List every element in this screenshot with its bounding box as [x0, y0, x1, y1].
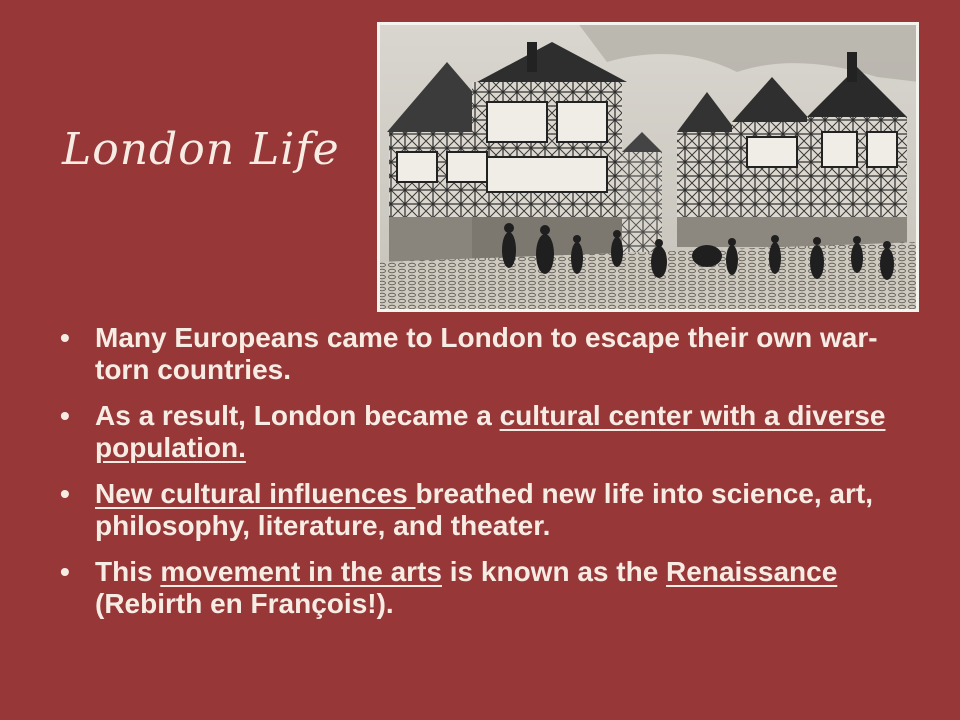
bullet-item	[60, 556, 920, 620]
bullet-text: Many Europeans came to London to escape their own war-torn countries.	[95, 322, 878, 385]
bullet-list	[60, 322, 920, 634]
bullet-text: is known as the	[441, 556, 667, 587]
bullet-text: This	[95, 556, 161, 587]
bullet-dot-icon: •	[60, 322, 70, 353]
street-engraving-image	[377, 22, 919, 312]
underlined-text: cultural center with a diverse population.	[95, 400, 886, 463]
bullet-text: breathed new life into science, art, philosophy, literature, and theater.	[95, 478, 873, 541]
slide-title: London Life	[62, 124, 340, 175]
underlined-text: New cultural influences	[95, 478, 416, 509]
underlined-text: movement in the arts	[160, 556, 442, 587]
bullet-item	[60, 400, 920, 464]
bullet-dot-icon: •	[60, 478, 70, 509]
bullet-dot-icon: •	[60, 556, 70, 587]
bullet-item	[60, 478, 920, 542]
bullet-item	[60, 322, 920, 386]
bullet-text: (Rebirth en François!).	[95, 588, 394, 619]
underlined-text: Renaissance	[666, 556, 838, 587]
bullet-text: As a result, London became a	[95, 400, 500, 431]
bullet-dot-icon: •	[60, 400, 70, 431]
